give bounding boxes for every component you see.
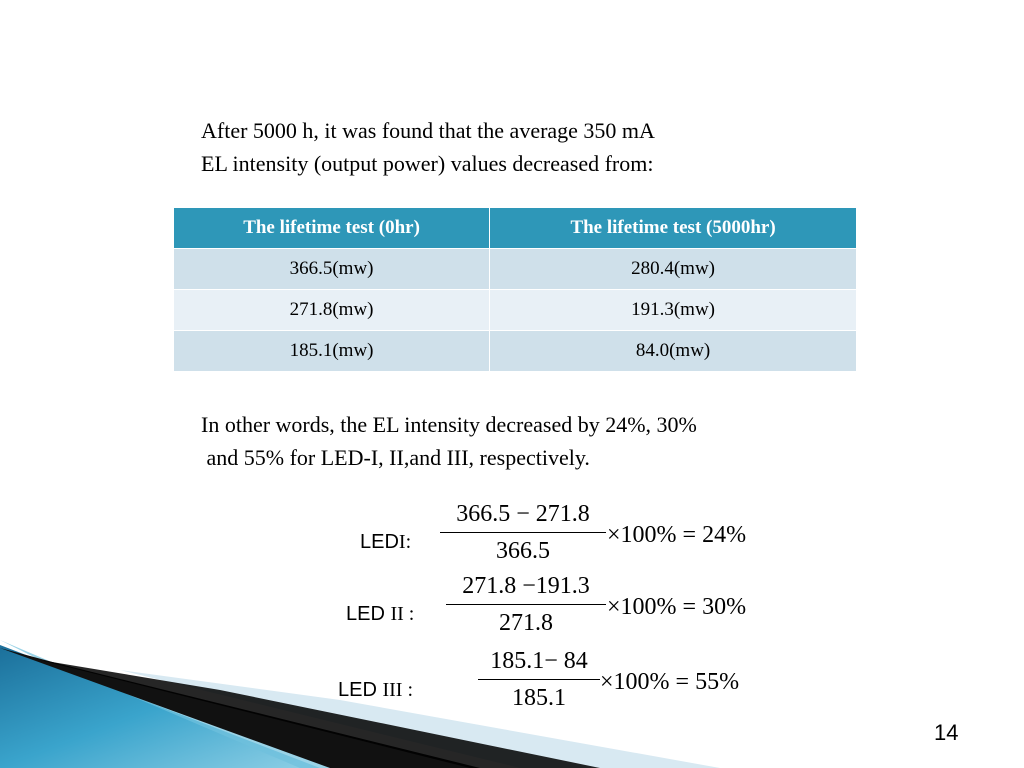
table-cell: 84.0(mw) — [490, 331, 856, 372]
fraction — [478, 647, 600, 712]
equation-label: LED III : — [338, 679, 414, 701]
table-cell: 271.8(mw) — [174, 290, 490, 331]
equation-label: LEDI: — [360, 531, 412, 553]
equation-result: ×100% = 30% — [607, 594, 747, 620]
equation-result: ×100% = 55% — [600, 669, 740, 695]
summary-paragraph — [201, 408, 697, 474]
numerator: 366.5 − 271.8 — [456, 501, 590, 527]
table-row — [174, 249, 856, 290]
table-header-row — [174, 208, 856, 249]
fraction-bar — [440, 532, 606, 533]
header-0hr: The lifetime test (0hr) — [174, 208, 490, 249]
numerator: 185.1− 84 — [490, 648, 588, 674]
header-5000hr: The lifetime test (5000hr) — [490, 208, 856, 249]
intro-line-2: EL intensity (output power) values decreased from: — [201, 151, 654, 176]
intro-line-1: After 5000 h, it was found that the average 350 mA — [201, 118, 655, 143]
summary-line-2: and 55% for LED-I, II,and III, respectively. — [201, 445, 590, 470]
numerator: 271.8 −191.3 — [462, 573, 590, 599]
fraction — [446, 572, 606, 637]
table-cell: 191.3(mw) — [490, 290, 856, 331]
page-number: 14 — [934, 720, 959, 745]
denominator: 185.1 — [512, 685, 566, 711]
table-cell: 280.4(mw) — [490, 249, 856, 290]
intro-paragraph — [201, 114, 655, 180]
fraction — [440, 500, 606, 565]
fraction-bar — [478, 679, 600, 680]
equation-result: ×100% = 24% — [607, 522, 747, 548]
equation-label: LED II : — [346, 603, 415, 625]
lifetime-table — [174, 208, 856, 371]
table-row — [174, 290, 856, 331]
table-row — [174, 331, 856, 372]
summary-line-1: In other words, the EL intensity decreased by 24%, 30% — [201, 412, 697, 437]
fraction-bar — [446, 604, 606, 605]
denominator: 271.8 — [499, 610, 553, 636]
table-cell: 185.1(mw) — [174, 331, 490, 372]
table-cell: 366.5(mw) — [174, 249, 490, 290]
denominator: 366.5 — [496, 538, 550, 564]
